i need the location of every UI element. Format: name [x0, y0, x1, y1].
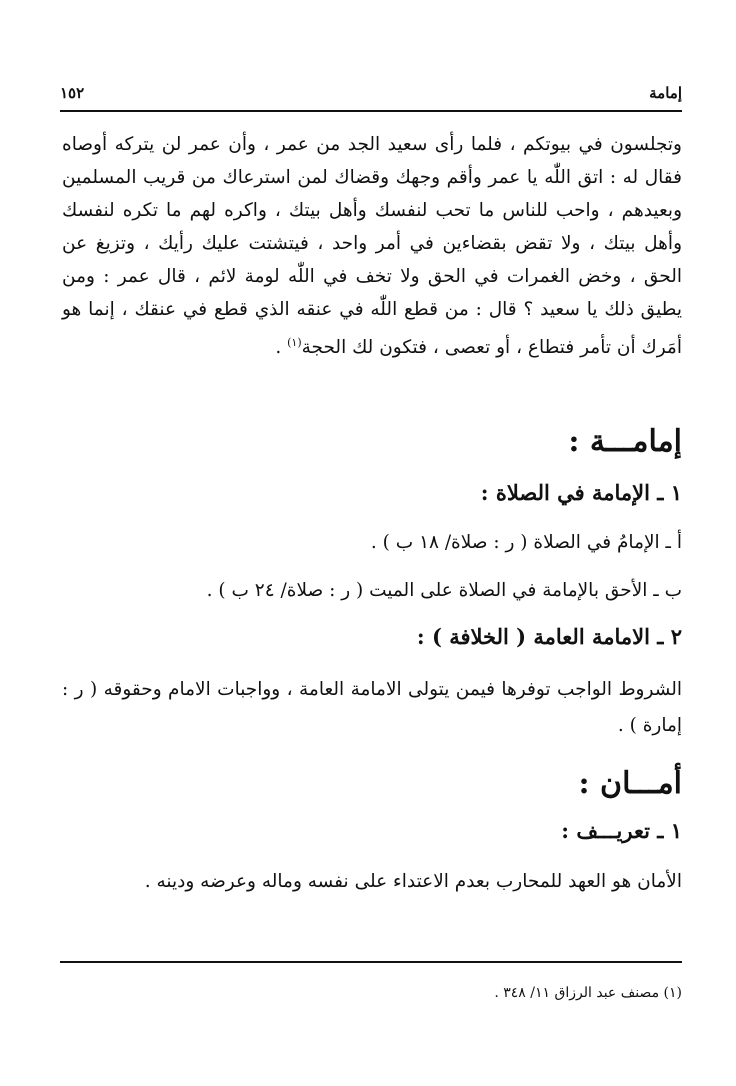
page-header: [60, 84, 682, 108]
header-rule: [60, 110, 682, 112]
footnote-reference: (١): [287, 336, 302, 349]
footnote-rule: [60, 961, 682, 963]
general-imama-description: الشروط الواجب توفرها فيمن يتولى الامامة العامة ، وواجبات الامام وحقوقه: [103, 679, 682, 700]
running-title: إمامة: [649, 84, 682, 102]
body-paragraph: [62, 128, 682, 364]
general-imama-text: [62, 672, 682, 744]
page-number: ١٥٢: [60, 84, 85, 102]
subsection-title-definition: ١ ـ تعريـــف :: [561, 818, 682, 843]
paragraph-end: .: [275, 337, 288, 359]
section-title-imama: إمامـــة :: [568, 424, 682, 459]
cross-reference: ( ر : إمارة ) .: [62, 679, 682, 736]
section-title-aman: أمـــان :: [578, 766, 682, 801]
footnote: (١) مصنف عبد الرزاق ١١/ ٣٤٨ .: [494, 985, 682, 1001]
subsection-title-prayer-imama: ١ ـ الإمامة في الصلاة :: [480, 480, 682, 505]
paragraph-text: وتجلسون في بيوتكم ، فلما رأى سعيد الجد من عمر ، وأن عمر لن يتركه أوصاه فقال له : اتق اللّٰه يا عمر وأقم وجهك وقضاك لمن استرعاك من قريب المسلمين وبعيدهم ، واحب للناس ما تحب لنفسك وأهل بيتك ، واكره لهم ما تكره لنفسك وأهل بيتك ، ولا تقض بقضاءين في أمر واحد ، فيتشتت عليك رأيك ، وتزيغ عن الحق ، وخض الغمرات في الحق ولا تخف في اللّٰه لومة لائم ، قال عمر : ومن يطيق ذلك يا سعيد ؟ قال : من قطع اللّٰه في عنقه الذي قطع في عنقك ، إنما هو أمَرك أن تأمر فتطاع ، أو تعصى ، فتكون لك الحجة: [62, 134, 682, 359]
list-item-b: ب ـ الأحق بالإمامة في الصلاة على الميت ( ر : صلاة/ ٢٤ ب ) .: [206, 580, 682, 601]
subsection-title-general-imama: ٢ ـ الامامة العامة ( الخلافة ) :: [416, 624, 682, 649]
definition-text: الأمان هو العهد للمحارب بعدم الاعتداء على نفسه وماله وعرضه ودينه .: [144, 871, 682, 892]
list-item-a: أ ـ الإمامُ في الصلاة ( ر : صلاة/ ١٨ ب ) .: [370, 532, 682, 553]
